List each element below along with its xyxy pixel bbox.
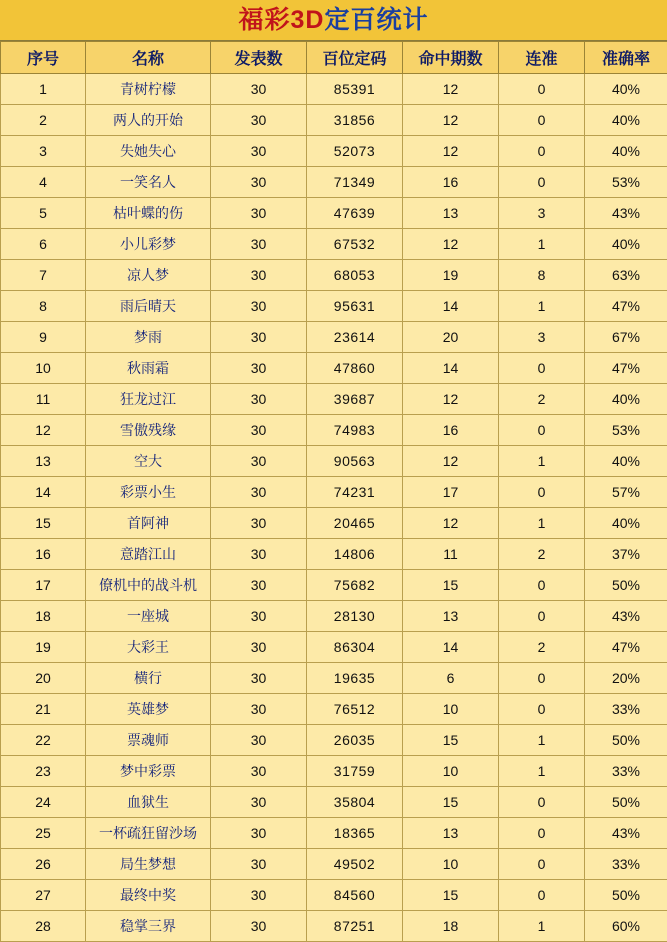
cell-streak: 1	[499, 756, 585, 787]
cell-name: 彩票小生	[86, 477, 211, 508]
table-header-row	[1, 42, 667, 74]
cell-index: 15	[1, 508, 86, 539]
table-row	[1, 353, 667, 384]
cell-name: 雨后晴天	[86, 291, 211, 322]
cell-name: 青树柠檬	[86, 74, 211, 105]
cell-publish-count: 30	[211, 105, 307, 136]
cell-streak: 3	[499, 322, 585, 353]
page-title-part2: 定百统计	[324, 6, 428, 34]
cell-name: 两人的开始	[86, 105, 211, 136]
cell-publish-count: 30	[211, 911, 307, 942]
table-row	[1, 229, 667, 260]
cell-publish-count: 30	[211, 663, 307, 694]
table-row	[1, 911, 667, 942]
table-row	[1, 601, 667, 632]
cell-hit-periods: 13	[403, 601, 499, 632]
table-row	[1, 508, 667, 539]
cell-index: 10	[1, 353, 86, 384]
cell-streak: 0	[499, 601, 585, 632]
column-header-publish-count: 发表数	[211, 42, 307, 74]
cell-accuracy: 40%	[585, 508, 667, 539]
cell-accuracy: 67%	[585, 322, 667, 353]
cell-hit-periods: 15	[403, 570, 499, 601]
cell-hit-periods: 12	[403, 384, 499, 415]
cell-accuracy: 40%	[585, 446, 667, 477]
cell-hit-periods: 11	[403, 539, 499, 570]
cell-hundreds-code: 84560	[307, 880, 403, 911]
cell-hundreds-code: 20465	[307, 508, 403, 539]
cell-name: 狂龙过江	[86, 384, 211, 415]
cell-hit-periods: 15	[403, 725, 499, 756]
cell-streak: 1	[499, 446, 585, 477]
cell-accuracy: 33%	[585, 694, 667, 725]
cell-publish-count: 30	[211, 353, 307, 384]
cell-index: 25	[1, 818, 86, 849]
cell-accuracy: 47%	[585, 632, 667, 663]
cell-index: 19	[1, 632, 86, 663]
cell-name: 梦雨	[86, 322, 211, 353]
table-row	[1, 756, 667, 787]
cell-index: 3	[1, 136, 86, 167]
cell-streak: 0	[499, 787, 585, 818]
cell-streak: 0	[499, 105, 585, 136]
cell-accuracy: 47%	[585, 353, 667, 384]
table-row	[1, 322, 667, 353]
cell-hundreds-code: 18365	[307, 818, 403, 849]
cell-accuracy: 60%	[585, 911, 667, 942]
cell-publish-count: 30	[211, 477, 307, 508]
cell-hundreds-code: 14806	[307, 539, 403, 570]
cell-index: 1	[1, 74, 86, 105]
cell-streak: 8	[499, 260, 585, 291]
table-row	[1, 818, 667, 849]
table-row	[1, 477, 667, 508]
cell-index: 16	[1, 539, 86, 570]
column-header-streak: 连准	[499, 42, 585, 74]
cell-name: 僚机中的战斗机	[86, 570, 211, 601]
cell-streak: 2	[499, 632, 585, 663]
column-header-name: 名称	[86, 42, 211, 74]
cell-streak: 0	[499, 694, 585, 725]
table-header	[1, 42, 667, 74]
cell-streak: 0	[499, 849, 585, 880]
cell-index: 9	[1, 322, 86, 353]
cell-hundreds-code: 31759	[307, 756, 403, 787]
cell-name: 横行	[86, 663, 211, 694]
cell-index: 7	[1, 260, 86, 291]
cell-hundreds-code: 71349	[307, 167, 403, 198]
cell-hit-periods: 20	[403, 322, 499, 353]
page-title-bar	[0, 0, 667, 41]
cell-streak: 0	[499, 74, 585, 105]
page-title	[239, 8, 429, 33]
column-header-hit-periods: 命中期数	[403, 42, 499, 74]
cell-name: 雪傲残缘	[86, 415, 211, 446]
cell-name: 一座城	[86, 601, 211, 632]
cell-streak: 0	[499, 663, 585, 694]
cell-hit-periods: 6	[403, 663, 499, 694]
table-body	[1, 74, 667, 942]
cell-accuracy: 37%	[585, 539, 667, 570]
cell-hit-periods: 12	[403, 446, 499, 477]
cell-publish-count: 30	[211, 570, 307, 601]
table-row	[1, 136, 667, 167]
cell-hit-periods: 15	[403, 880, 499, 911]
cell-index: 24	[1, 787, 86, 818]
cell-publish-count: 30	[211, 291, 307, 322]
table-row	[1, 694, 667, 725]
cell-publish-count: 30	[211, 601, 307, 632]
table-row	[1, 415, 667, 446]
cell-accuracy: 40%	[585, 229, 667, 260]
cell-index: 23	[1, 756, 86, 787]
cell-streak: 1	[499, 725, 585, 756]
cell-hit-periods: 12	[403, 105, 499, 136]
cell-streak: 1	[499, 508, 585, 539]
cell-accuracy: 53%	[585, 167, 667, 198]
cell-publish-count: 30	[211, 818, 307, 849]
table-row	[1, 74, 667, 105]
cell-name: 血狱生	[86, 787, 211, 818]
cell-hit-periods: 16	[403, 167, 499, 198]
table-row	[1, 725, 667, 756]
cell-hit-periods: 14	[403, 632, 499, 663]
cell-publish-count: 30	[211, 539, 307, 570]
cell-hit-periods: 12	[403, 508, 499, 539]
cell-hundreds-code: 39687	[307, 384, 403, 415]
cell-index: 18	[1, 601, 86, 632]
cell-publish-count: 30	[211, 384, 307, 415]
cell-streak: 0	[499, 880, 585, 911]
cell-hundreds-code: 31856	[307, 105, 403, 136]
cell-accuracy: 50%	[585, 787, 667, 818]
cell-hundreds-code: 26035	[307, 725, 403, 756]
cell-streak: 1	[499, 911, 585, 942]
cell-publish-count: 30	[211, 415, 307, 446]
cell-hit-periods: 10	[403, 694, 499, 725]
cell-index: 26	[1, 849, 86, 880]
cell-hundreds-code: 85391	[307, 74, 403, 105]
cell-publish-count: 30	[211, 74, 307, 105]
cell-name: 梦中彩票	[86, 756, 211, 787]
table-row	[1, 291, 667, 322]
cell-index: 11	[1, 384, 86, 415]
cell-publish-count: 30	[211, 446, 307, 477]
column-header-index: 序号	[1, 42, 86, 74]
cell-streak: 0	[499, 477, 585, 508]
cell-streak: 0	[499, 353, 585, 384]
cell-name: 一笑名人	[86, 167, 211, 198]
cell-accuracy: 33%	[585, 849, 667, 880]
table-row	[1, 663, 667, 694]
cell-streak: 2	[499, 539, 585, 570]
cell-accuracy: 43%	[585, 601, 667, 632]
cell-hit-periods: 15	[403, 787, 499, 818]
cell-streak: 0	[499, 415, 585, 446]
cell-index: 28	[1, 911, 86, 942]
cell-hundreds-code: 76512	[307, 694, 403, 725]
cell-accuracy: 53%	[585, 415, 667, 446]
cell-hit-periods: 10	[403, 756, 499, 787]
cell-name: 英雄梦	[86, 694, 211, 725]
cell-name: 凉人梦	[86, 260, 211, 291]
cell-hundreds-code: 28130	[307, 601, 403, 632]
cell-name: 秋雨霜	[86, 353, 211, 384]
cell-hundreds-code: 52073	[307, 136, 403, 167]
cell-hundreds-code: 86304	[307, 632, 403, 663]
cell-streak: 0	[499, 167, 585, 198]
table-row	[1, 787, 667, 818]
cell-streak: 0	[499, 570, 585, 601]
cell-accuracy: 40%	[585, 136, 667, 167]
cell-hundreds-code: 49502	[307, 849, 403, 880]
cell-hit-periods: 16	[403, 415, 499, 446]
cell-publish-count: 30	[211, 694, 307, 725]
cell-name: 一杯疏狂留沙场	[86, 818, 211, 849]
column-header-hundreds-code: 百位定码	[307, 42, 403, 74]
cell-hit-periods: 14	[403, 291, 499, 322]
cell-hundreds-code: 95631	[307, 291, 403, 322]
page-title-part1: 福彩3D	[239, 6, 325, 34]
cell-hit-periods: 10	[403, 849, 499, 880]
cell-hundreds-code: 47639	[307, 198, 403, 229]
cell-hundreds-code: 74983	[307, 415, 403, 446]
cell-publish-count: 30	[211, 167, 307, 198]
cell-accuracy: 57%	[585, 477, 667, 508]
cell-name: 小儿彩梦	[86, 229, 211, 260]
cell-index: 13	[1, 446, 86, 477]
cell-streak: 2	[499, 384, 585, 415]
cell-publish-count: 30	[211, 260, 307, 291]
cell-accuracy: 40%	[585, 105, 667, 136]
cell-hundreds-code: 23614	[307, 322, 403, 353]
cell-publish-count: 30	[211, 787, 307, 818]
cell-publish-count: 30	[211, 725, 307, 756]
cell-streak: 0	[499, 818, 585, 849]
cell-hit-periods: 13	[403, 818, 499, 849]
cell-accuracy: 50%	[585, 725, 667, 756]
cell-name: 失她失心	[86, 136, 211, 167]
cell-index: 17	[1, 570, 86, 601]
cell-accuracy: 50%	[585, 880, 667, 911]
cell-accuracy: 50%	[585, 570, 667, 601]
cell-hit-periods: 12	[403, 229, 499, 260]
cell-hit-periods: 17	[403, 477, 499, 508]
cell-index: 14	[1, 477, 86, 508]
cell-hundreds-code: 74231	[307, 477, 403, 508]
cell-hit-periods: 18	[403, 911, 499, 942]
table-row	[1, 384, 667, 415]
cell-hit-periods: 12	[403, 136, 499, 167]
table-row	[1, 849, 667, 880]
cell-index: 21	[1, 694, 86, 725]
table-row	[1, 570, 667, 601]
cell-hit-periods: 13	[403, 198, 499, 229]
cell-hundreds-code: 19635	[307, 663, 403, 694]
cell-name: 首阿神	[86, 508, 211, 539]
table-row	[1, 167, 667, 198]
table-row	[1, 539, 667, 570]
cell-publish-count: 30	[211, 508, 307, 539]
cell-index: 4	[1, 167, 86, 198]
cell-index: 27	[1, 880, 86, 911]
column-header-accuracy: 准确率	[585, 42, 667, 74]
cell-index: 8	[1, 291, 86, 322]
cell-publish-count: 30	[211, 229, 307, 260]
cell-name: 枯叶蝶的伤	[86, 198, 211, 229]
cell-index: 20	[1, 663, 86, 694]
cell-accuracy: 40%	[585, 74, 667, 105]
cell-accuracy: 43%	[585, 818, 667, 849]
cell-streak: 1	[499, 291, 585, 322]
cell-accuracy: 63%	[585, 260, 667, 291]
cell-publish-count: 30	[211, 198, 307, 229]
cell-index: 2	[1, 105, 86, 136]
cell-name: 大彩王	[86, 632, 211, 663]
table-row	[1, 260, 667, 291]
cell-hit-periods: 19	[403, 260, 499, 291]
cell-index: 6	[1, 229, 86, 260]
cell-name: 稳掌三界	[86, 911, 211, 942]
cell-hundreds-code: 68053	[307, 260, 403, 291]
cell-publish-count: 30	[211, 322, 307, 353]
cell-accuracy: 33%	[585, 756, 667, 787]
cell-accuracy: 43%	[585, 198, 667, 229]
cell-accuracy: 47%	[585, 291, 667, 322]
cell-index: 22	[1, 725, 86, 756]
cell-accuracy: 40%	[585, 384, 667, 415]
cell-name: 空大	[86, 446, 211, 477]
cell-hundreds-code: 47860	[307, 353, 403, 384]
table-row	[1, 446, 667, 477]
table-row	[1, 105, 667, 136]
table-row	[1, 632, 667, 663]
cell-hit-periods: 12	[403, 74, 499, 105]
cell-hundreds-code: 75682	[307, 570, 403, 601]
cell-streak: 1	[499, 229, 585, 260]
cell-index: 12	[1, 415, 86, 446]
cell-hundreds-code: 87251	[307, 911, 403, 942]
cell-streak: 0	[499, 136, 585, 167]
cell-publish-count: 30	[211, 136, 307, 167]
cell-publish-count: 30	[211, 756, 307, 787]
cell-name: 最终中奖	[86, 880, 211, 911]
cell-name: 局生梦想	[86, 849, 211, 880]
table-row	[1, 880, 667, 911]
cell-publish-count: 30	[211, 880, 307, 911]
cell-hundreds-code: 67532	[307, 229, 403, 260]
cell-publish-count: 30	[211, 632, 307, 663]
cell-hundreds-code: 35804	[307, 787, 403, 818]
cell-index: 5	[1, 198, 86, 229]
cell-accuracy: 20%	[585, 663, 667, 694]
cell-name: 意踏江山	[86, 539, 211, 570]
table-row	[1, 198, 667, 229]
cell-name: 票魂师	[86, 725, 211, 756]
statistics-table	[0, 41, 667, 942]
cell-publish-count: 30	[211, 849, 307, 880]
cell-hundreds-code: 90563	[307, 446, 403, 477]
cell-hit-periods: 14	[403, 353, 499, 384]
cell-streak: 3	[499, 198, 585, 229]
